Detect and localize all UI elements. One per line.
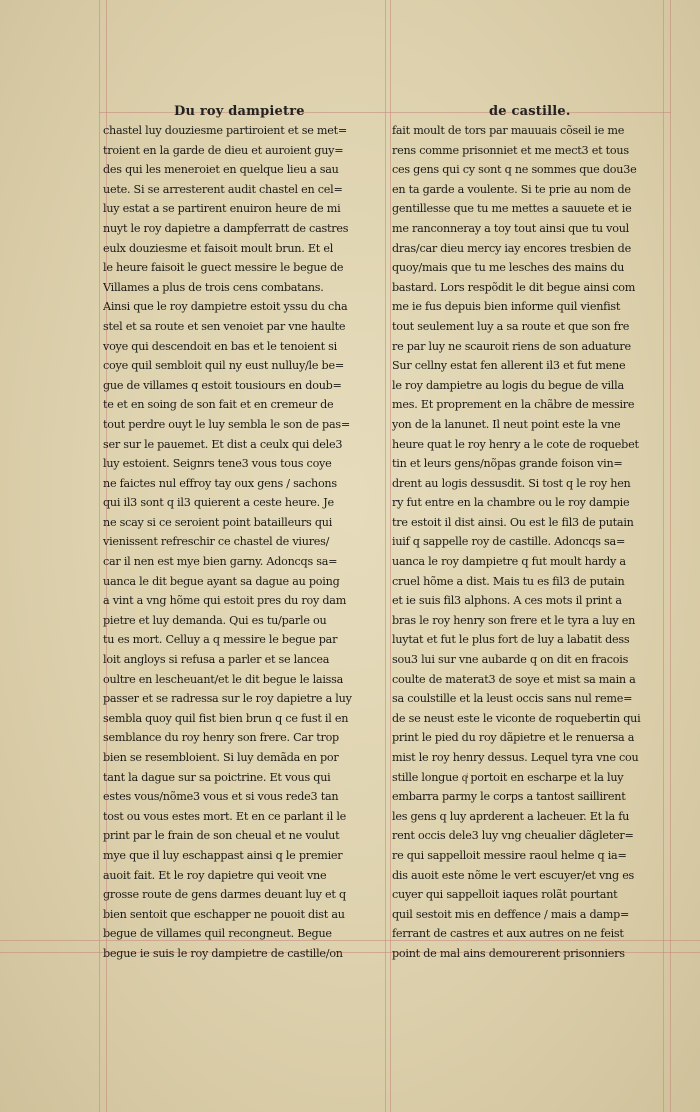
text-line: uete. Si se arresterent audit chastel en cel= — [103, 182, 343, 196]
text-line: sou3 lui sur vne aubarde q on dit en fracois — [392, 653, 629, 667]
text-line: te et en soing de son fait et en cremeur de — [103, 398, 334, 412]
text-line: bien sentoit que eschapper ne pouoit dist au — [103, 907, 345, 921]
text-line: et ie suis fil3 alphons. A ces mots il print a — [392, 594, 622, 608]
text-line: luy estoient. Seignrs tene3 vous tous coye — [103, 457, 332, 471]
text-line: cuyer qui sappelloit iaques rolãt pourtant — [392, 888, 618, 902]
text-line: me ie fus depuis bien informe quil vienfist — [392, 300, 621, 314]
text-line: ser sur le pauemet. Et dist a ceulx qui dele3 — [103, 437, 343, 451]
text-line: bastard. Lors respõdit le dit begue ainsi com — [392, 280, 636, 294]
text-line: ne faictes nul effroy tay oux gens / sachons — [103, 476, 337, 490]
text-line: auoit fait. Et le roy dapietre qui veoit vne — [103, 868, 327, 882]
text-line: stille longue qͥ portoit en escharpe et la luy — [392, 770, 624, 784]
text-line: passer et se radressa sur le roy dapietre a luy — [103, 692, 352, 706]
text-line: rens comme prisonniet et me mect3 et tous — [392, 143, 629, 157]
text-line: dras/car dieu mercy iay encores tresbien de — [392, 241, 631, 255]
text-line: begue ie suis le roy dampietre de castille/on — [103, 946, 343, 960]
text-line: begue de villames quil recongneut. Begue — [103, 927, 332, 941]
text-line: coye quil sembloit quil ny eust nulluy/le be= — [103, 359, 344, 373]
text-line: gentillesse que tu me mettes a sauuete et ie — [392, 202, 632, 216]
running-head-left: Du roy dampietre — [174, 104, 305, 119]
text-line: dis auoit este nõme le vert escuyer/et vng es — [392, 868, 635, 882]
text-line: Villames a plus de trois cens combatans. — [103, 280, 324, 294]
text-line: bras le roy henry son frere et le tyra a luy en — [392, 613, 636, 627]
text-line: luytat et fut le plus fort de luy a labatit dess — [392, 633, 630, 647]
text-line: semblance du roy henry son frere. Car trop — [103, 731, 339, 745]
text-line: Sur cellny estat fen allerent il3 et fut mene — [392, 359, 626, 373]
text-line: luy estat a se partirent enuiron heure de mi — [103, 202, 341, 216]
text-line: fait moult de tors par mauuais cõseil ie me — [392, 124, 625, 137]
text-line: troient en la garde de dieu et auroient guy= — [103, 143, 344, 157]
text-line: stel et sa route et sen venoiet par vne haulte — [103, 319, 346, 333]
text-line: en ta garde a voulente. Si te prie au nom de — [392, 182, 631, 196]
text-line: a vint a vng hõme qui estoit pres du roy dam — [103, 594, 347, 608]
text-line: tin et leurs gens/nõpas grande foison vin= — [392, 457, 623, 471]
text-line: grosse route de gens darmes deuant luy et q — [103, 888, 346, 902]
text-line: car il nen est mye bien garny. Adoncqs sa= — [103, 555, 338, 569]
text-line: iuif q sappelle roy de castille. Adoncqs sa= — [392, 535, 626, 549]
text-line: yon de la lanunet. Il neut point este la vne — [392, 417, 621, 431]
text-line: re qui sappelloit messire raoul helme q ia= — [392, 848, 627, 862]
text-line: sembla quoy quil fist bien brun q ce fust il en — [103, 711, 349, 725]
text-line: mist le roy henry dessus. Lequel tyra vne cou — [392, 751, 639, 764]
text-line: ces gens qui cy sont q ne sommes que dou3e — [392, 163, 637, 177]
text-line: tu es mort. Celluy a q messire le begue par — [103, 633, 338, 647]
text-line: tout perdre ouyt le luy sembla le son de pas= — [103, 417, 350, 431]
margin-rule-left-outer — [99, 0, 100, 1112]
text-line: sa coulstille et la leust occis sans nul reme= — [392, 692, 633, 706]
text-line: quoy/mais que tu me lesches des mains du — [392, 261, 625, 275]
text-line: uanca le dit begue ayant sa dague au poing — [103, 574, 340, 588]
text-line: mes. Et proprement en la chãbre de messire — [392, 398, 635, 412]
running-head-right: de castille. — [489, 104, 571, 119]
text-line: drent au logis dessusdit. Si tost q le roy hen — [392, 476, 631, 490]
text-line: gue de villames q estoit tousiours en doub= — [103, 378, 342, 392]
text-line: oultre en lescheuant/et le dit begue le laissa — [103, 672, 344, 686]
text-line: tout seulement luy a sa route et que son fre — [392, 319, 630, 333]
text-line: des qui les meneroiet en quelque lieu a sau — [103, 163, 339, 177]
text-line: estes vous/nõme3 vous et si vous rede3 tan — [103, 790, 339, 804]
text-line: tre estoit il dist ainsi. Ou est le fil3 de putain — [392, 515, 634, 529]
text-line: rent occis dele3 luy vng cheualier dãgleter= — [392, 829, 634, 843]
text-line: tant la dague sur sa poictrine. Et vous qui — [103, 770, 331, 784]
text-line: Ainsi que le roy dampietre estoit yssu du cha — [103, 300, 348, 314]
text-line: ry fut entre en la chambre ou le roy dampie — [392, 496, 630, 510]
text-line: nuyt le roy dapietre a dampferratt de castres — [103, 221, 349, 235]
text-line: cruel hõme a dist. Mais tu es fil3 de putain — [392, 574, 625, 588]
text-column-right — [392, 121, 676, 964]
text-line: loit angloys si refusa a parler et se lancea — [103, 653, 330, 667]
text-line: ne scay si ce seroient point batailleurs qui — [103, 515, 333, 529]
text-line: le heure faisoit le guect messire le begue de — [103, 261, 344, 275]
text-line: quil sestoit mis en deffence / mais a damp= — [392, 907, 630, 921]
text-line: eulx douziesme et faisoit moult brun. Et el — [103, 241, 334, 255]
text-line: mye que il luy eschappast ainsi q le premier — [103, 848, 343, 862]
text-line: point de mal ains demourerent prisonniers — [392, 946, 625, 960]
text-line: embarra parmy le corps a tantost saillirent — [392, 790, 626, 804]
text-line: ferrant de castres et aux autres on ne feist — [392, 927, 624, 941]
text-line: voye qui descendoit en bas et le tenoient si — [103, 339, 337, 353]
text-line: chastel luy douziesme partiroient et se met= — [103, 124, 347, 137]
text-line: qui il3 sont q il3 quierent a ceste heure. Je — [103, 496, 334, 510]
text-line: re par luy ne scauroit riens de son aduature — [392, 339, 631, 353]
text-line: print le pied du roy dãpietre et le renuersa a — [392, 731, 635, 745]
text-line: me ranconneray a toy tout ainsi que tu voul — [392, 221, 629, 235]
text-line: les gens q luy aprderent a lacheuer. Et la fu — [392, 809, 630, 823]
text-line: print par le frain de son cheual et ne voulut — [103, 829, 340, 843]
text-column-left — [103, 121, 387, 964]
text-line: de se neust este le viconte de roquebertin qui — [392, 711, 641, 725]
text-line: coulte de materat3 de soye et mist sa main a — [392, 672, 636, 686]
text-line: pietre et luy demanda. Qui es tu/parle ou — [103, 613, 327, 627]
text-line: vienissent refreschir ce chastel de viures/ — [103, 535, 330, 549]
text-line: tost ou vous estes mort. Et en ce parlant il le — [103, 809, 347, 823]
text-line: uanca le roy dampietre q fut moult hardy a — [392, 555, 626, 569]
text-line: le roy dampietre au logis du begue de villa — [392, 378, 624, 392]
margin-rule-gutter-right — [390, 0, 391, 1112]
text-line: bien se resembloient. Si luy demãda en por — [103, 751, 339, 764]
text-line: heure quat le roy henry a le cote de roquebet — [392, 437, 639, 451]
